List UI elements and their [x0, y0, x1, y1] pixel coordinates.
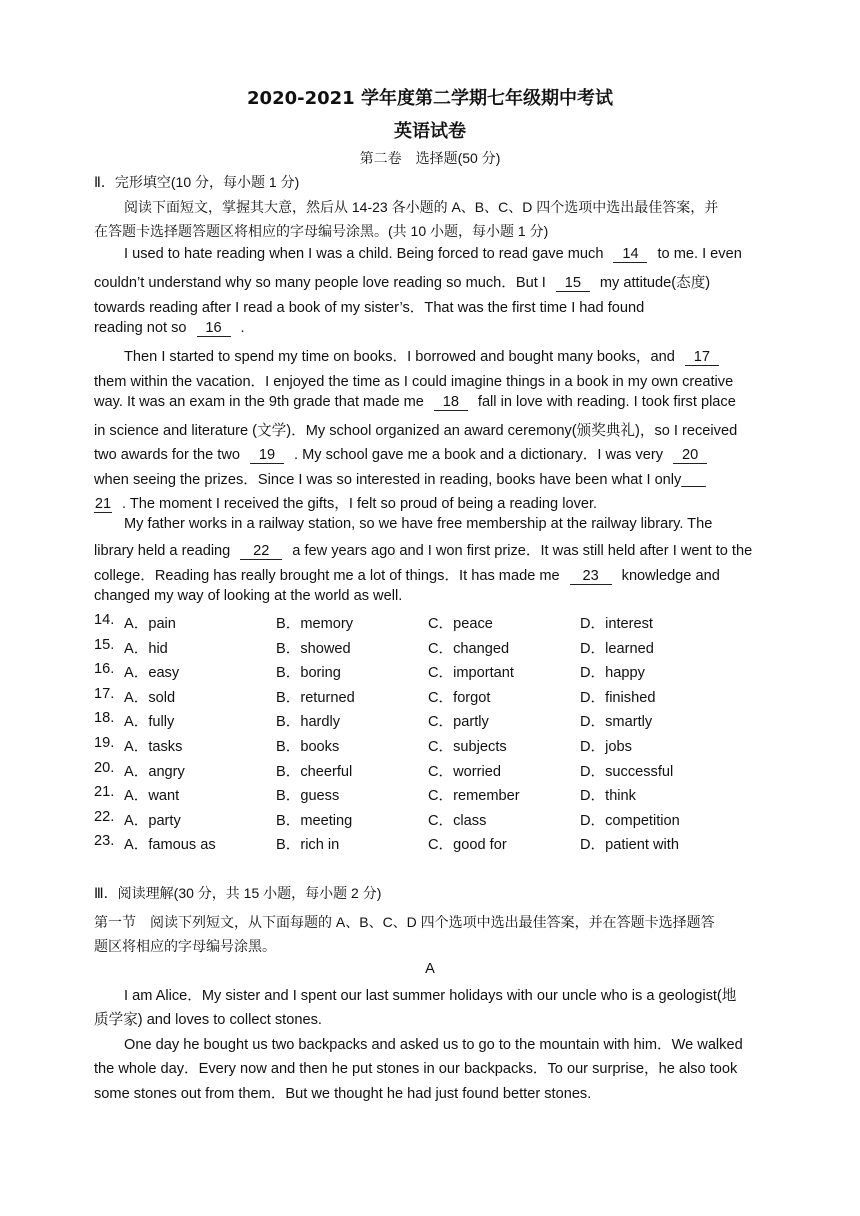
option-d: D．smartly: [580, 714, 653, 730]
option-c: C．partly: [428, 714, 489, 730]
passage-text: knowledge and: [621, 568, 720, 584]
passage-text: a few years ago and I won first prize．It was still held after I went to the: [292, 543, 753, 559]
option-c: C．peace: [428, 616, 493, 632]
question-number: 15.: [94, 637, 115, 653]
option-b: B．books: [276, 739, 340, 755]
passage-line: [124, 246, 742, 263]
option-c: C．important: [428, 665, 514, 681]
passage-text: to me. I even: [657, 246, 742, 262]
option-d: D．interest: [580, 616, 653, 632]
passage-line: when seeing the prizes．Since I was so interested in reading, books have been what I only___: [94, 472, 706, 488]
section2-instruction-1: 阅读下面短文，掌握其大意，然后从 14-23 各小题的 A、B、C、D 四个选项中选出最佳答案，并: [124, 199, 719, 215]
option-a: A．party: [124, 813, 181, 829]
option-a: A．want: [124, 788, 180, 804]
option-b: B．showed: [276, 641, 351, 657]
option-a: A．famous as: [124, 837, 216, 853]
question-number: 22.: [94, 809, 115, 825]
option-a: A．angry: [124, 764, 185, 780]
passage-text: fall in love with reading. I took first place: [477, 394, 736, 410]
option-b: B．hardly: [276, 714, 341, 730]
question-number: 20.: [94, 760, 115, 776]
option-c: C．worried: [428, 764, 501, 780]
question-number: 17.: [94, 686, 115, 702]
exam-subtitle: 英语试卷: [394, 121, 466, 142]
passage-line: [94, 271, 710, 292]
volume-label: 第二卷 选择题(50 分): [359, 150, 501, 166]
question-number: 21.: [94, 784, 115, 800]
section3-instruction-1: 第一节 阅读下列短文，从下面每题的 A、B、C、D 四个选项中选出最佳答案，并在答题卡选择题答: [94, 914, 715, 930]
section2-instruction-2: 在答题卡选择题答题区将相应的字母编号涂黑。(共 10 小题，每小题 1 分): [94, 223, 549, 239]
option-d: D．happy: [580, 665, 645, 681]
passage-text: I used to hate reading when I was a child. Being forced to read gave much: [124, 246, 604, 262]
option-c: C．subjects: [428, 739, 507, 755]
option-a: A．hid: [124, 641, 168, 657]
option-b: B．memory: [276, 616, 354, 632]
option-d: D．successful: [580, 764, 674, 780]
passage-text: library held a reading: [94, 543, 231, 559]
blank-14: 14: [613, 246, 647, 263]
passage-line: My father works in a railway station, so we have free membership at the railway library. The: [124, 516, 713, 532]
option-b: B．meeting: [276, 813, 353, 829]
blank-19: 19: [250, 447, 284, 464]
section3-instruction-2: 题区将相应的字母编号涂黑。: [94, 938, 276, 954]
passage-line: in science and literature (文学)．My school organized an award ceremony(颁奖典礼)，so I received: [94, 423, 738, 439]
option-b: B．guess: [276, 788, 340, 804]
passage-text: way. It was an exam in the 9th grade that made me: [94, 394, 424, 410]
passage-text: . My school gave me a book and a dictionary．I was very: [294, 447, 664, 463]
passage-text: reading not so: [94, 320, 187, 336]
option-c: C．good for: [428, 837, 507, 853]
reading-line: some stones out from them．But we thought he had just found better stones.: [94, 1086, 592, 1102]
passage-text: two awards for the two: [94, 447, 241, 463]
option-b: B．boring: [276, 665, 341, 681]
passage-text: . The moment I received the gifts，I felt so proud of being a reading lover.: [122, 496, 598, 512]
passage-line: [94, 394, 736, 411]
option-a: A．sold: [124, 690, 176, 706]
option-c: C．forgot: [428, 690, 491, 706]
option-d: D．patient with: [580, 837, 679, 853]
option-a: A．easy: [124, 665, 180, 681]
passage-line: [94, 320, 245, 337]
blank-21: 21: [94, 496, 112, 512]
option-d: D．competition: [580, 813, 680, 829]
option-c: C．class: [428, 813, 487, 829]
option-b: B．returned: [276, 690, 355, 706]
option-a: A．tasks: [124, 739, 183, 755]
option-d: D．finished: [580, 690, 656, 706]
passage-line: [94, 539, 752, 560]
passage-line: towards reading after I read a book of my sister’s．That was the first time I had found: [94, 300, 645, 316]
passage-line: changed my way of looking at the world as well.: [94, 588, 403, 604]
passage-line: [94, 492, 597, 513]
question-number: 16.: [94, 661, 115, 677]
blank-22: 22: [240, 543, 282, 560]
reading-line: the whole day．Every now and then he put stones in our backpacks．To our surprise，he also took: [94, 1061, 738, 1077]
blank-20: 20: [673, 447, 707, 464]
option-b: B．rich in: [276, 837, 340, 853]
option-b: B．cheerful: [276, 764, 353, 780]
question-number: 14.: [94, 612, 115, 628]
passage-text: couldn’t understand why so many people love reading so much．But I: [94, 275, 546, 291]
passage-text: Then I started to spend my time on books．I borrowed and bought many books，and: [124, 349, 675, 365]
reading-line: 质学家) and loves to collect stones.: [94, 1012, 322, 1028]
passage-line: [124, 345, 729, 366]
passage-line: [94, 564, 720, 585]
blank-15: 15: [556, 275, 590, 292]
option-c: C．changed: [428, 641, 510, 657]
reading-line: One day he bought us two backpacks and asked us to go to the mountain with him．We walked: [124, 1037, 743, 1053]
question-number: 23.: [94, 833, 115, 849]
passage-line: [94, 443, 717, 464]
passage-line: them within the vacation．I enjoyed the time as I could imagine things in a book in my own creative: [94, 374, 734, 390]
passage-text: college．Reading has really brought me a lot of things．It has made me: [94, 568, 560, 584]
section2-heading: Ⅱ．完形填空(10 分，每小题 1 分): [94, 174, 300, 190]
blank-17: 17: [685, 349, 719, 366]
option-c: C．remember: [428, 788, 520, 804]
passage-text: .: [240, 320, 245, 336]
passage-text: my attitude(态度): [599, 275, 711, 291]
option-a: A．pain: [124, 616, 176, 632]
blank-16: 16: [197, 320, 231, 337]
exam-title: 2020-2021 学年度第二学期七年级期中考试: [247, 88, 613, 109]
option-a: A．fully: [124, 714, 175, 730]
blank-23: 23: [570, 568, 612, 585]
option-d: D．jobs: [580, 739, 632, 755]
option-d: D．learned: [580, 641, 654, 657]
reading-line: I am Alice．My sister and I spent our last summer holidays with our uncle who is a geologist(地: [124, 988, 737, 1004]
question-number: 19.: [94, 735, 115, 751]
blank-18: 18: [434, 394, 468, 411]
section3-heading: Ⅲ．阅读理解(30 分，共 15 小题，每小题 2 分): [94, 885, 382, 901]
question-number: 18.: [94, 710, 115, 726]
passage-label: A: [425, 961, 435, 977]
option-d: D．think: [580, 788, 636, 804]
